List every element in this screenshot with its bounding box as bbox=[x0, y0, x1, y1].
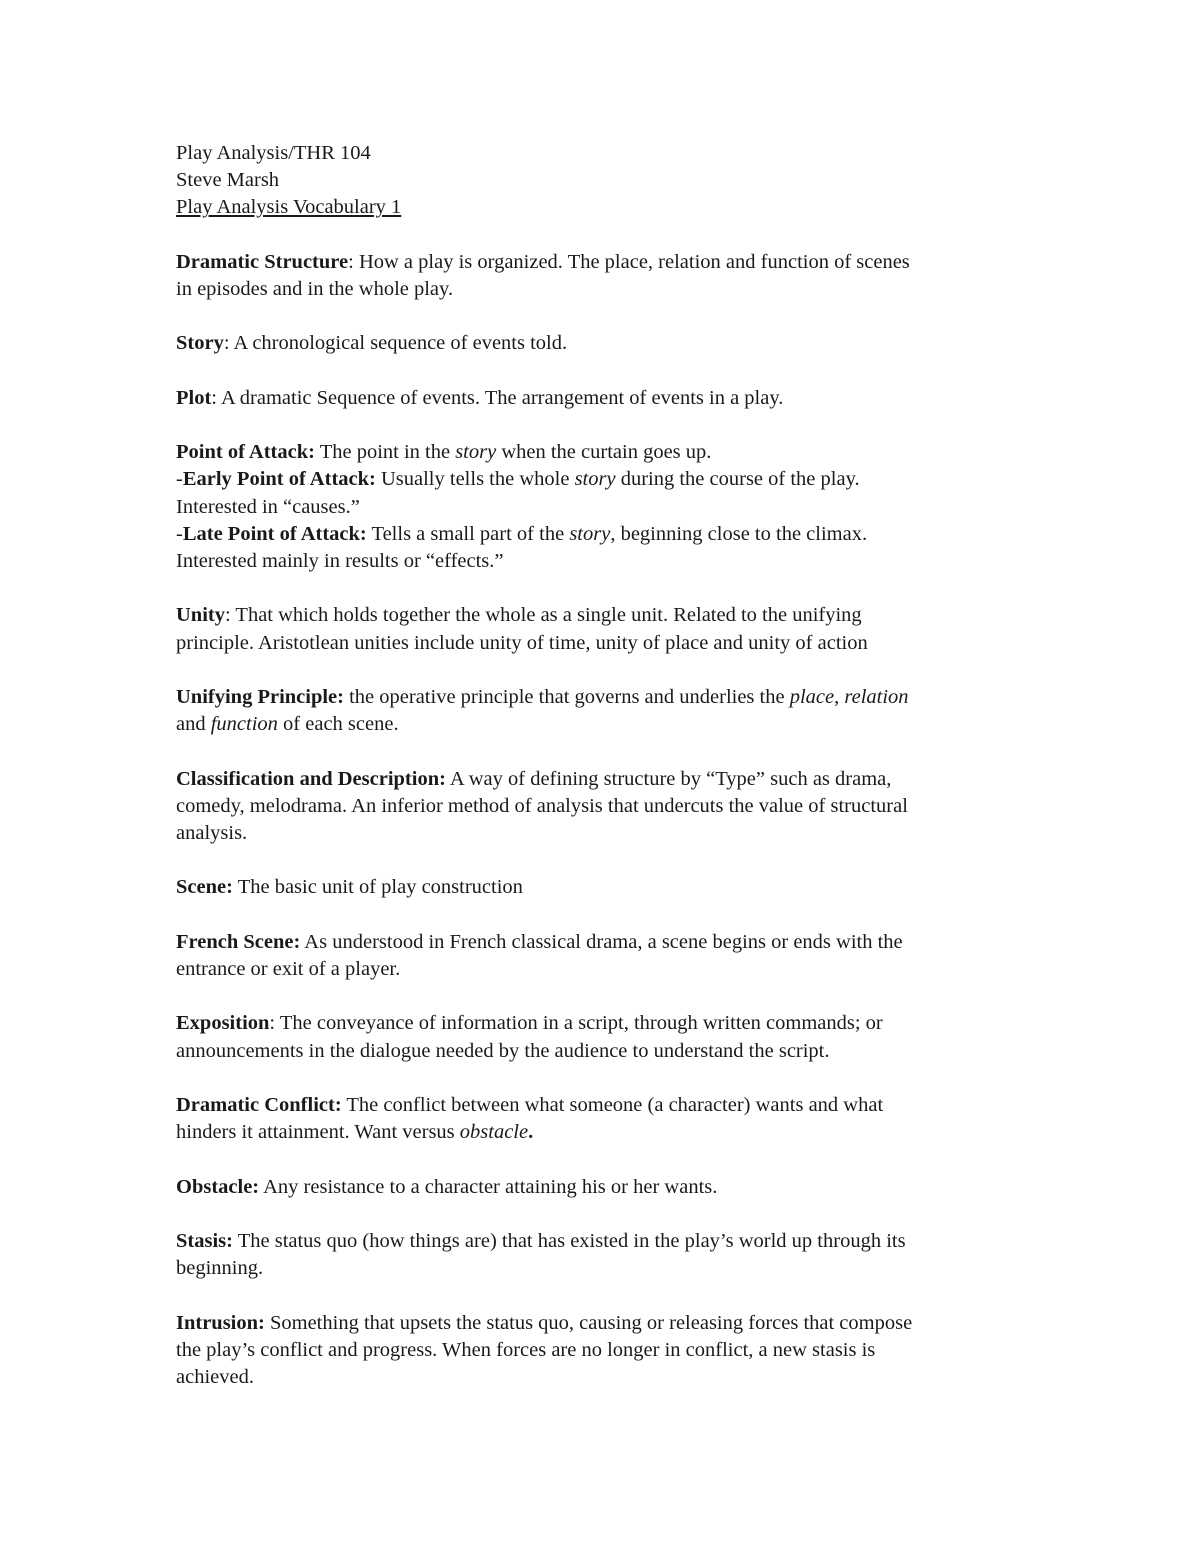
definition-text: announcements in the dialogue needed by the audience to understand the script. bbox=[176, 1039, 830, 1062]
definition-text: entrance or exit of a player. bbox=[176, 957, 401, 980]
definition-text: the play’s conflict and progress. When forces are no longer in conflict, a new stasis is bbox=[176, 1338, 876, 1361]
term-label: Plot bbox=[176, 386, 212, 409]
entry-dramatic-conflict: Dramatic Conflict: The conflict between what someone (a character) wants and what hinders it attainment. Want versus obstacle. bbox=[176, 1093, 884, 1144]
definition-text: Interested in “causes.” bbox=[176, 495, 360, 518]
term-label: Early Point of Attack: bbox=[182, 468, 376, 491]
term-label: Unity bbox=[176, 604, 225, 627]
definition-text: How a play is organized. The place, relation and function of scenes bbox=[353, 250, 910, 273]
term-label: Dramatic Structure bbox=[176, 250, 349, 273]
entry-unity bbox=[176, 602, 1036, 656]
term-label: Scene: bbox=[176, 876, 233, 899]
term-label: Late Point of Attack: bbox=[182, 522, 367, 545]
term-label: Intrusion: bbox=[176, 1311, 265, 1334]
definition-text: comedy, melodrama. An inferior method of analysis that undercuts the value of structural bbox=[176, 794, 908, 817]
term-label: Obstacle: bbox=[176, 1175, 260, 1198]
entry-exposition bbox=[176, 1010, 1036, 1064]
term-label: Story bbox=[176, 332, 224, 355]
term-label: Classification and Description: bbox=[176, 767, 446, 790]
entry-point-of-attack: Point of Attack: The point in the story when the curtain goes up. -Early Point of Attack: Usually tells the whole story during the course of the play. Interested in “causes.” -Late Point of Attack: Tells a small part of the story, beginning close to the climax. Interested mainly in results or “effects.” bbox=[176, 439, 1036, 575]
definition-text: : The conveyance of information in a script, through written commands; or bbox=[269, 1012, 883, 1035]
entry-dramatic-structure: Dramatic Structure: How a play is organized. The place, relation and function of scenes in episodes and in the whole play. bbox=[176, 249, 1036, 303]
entry-scene bbox=[176, 874, 1036, 901]
entry-obstacle bbox=[176, 1174, 1036, 1201]
definition-text: The status quo (how things are) that has existed in the play’s world up through its bbox=[232, 1229, 906, 1252]
definition-text: As understood in French classical drama, a scene begins or ends with the bbox=[300, 930, 903, 953]
instructor-line: Steve Marsh bbox=[176, 169, 280, 192]
definition-text: Something that upsets the status quo, causing or releasing forces that compose bbox=[264, 1311, 913, 1334]
entry-stasis bbox=[176, 1228, 1036, 1282]
definition-text: A way of defining structure by “Type” such as drama, bbox=[445, 767, 892, 790]
term-label: Exposition bbox=[176, 1012, 270, 1035]
entry-late-point-of-attack: -Late Point of Attack: Tells a small part of the story, beginning close to the climax. bbox=[176, 522, 868, 545]
entry-early-point-of-attack: -Early Point of Attack: Usually tells the whole story during the course of the play. bbox=[176, 468, 860, 491]
definition-text: principle. Aristotlean unities include unity of time, unity of place and unity of action bbox=[176, 631, 868, 654]
entry-plot bbox=[176, 385, 1036, 412]
term-label: Unifying Principle: bbox=[176, 685, 344, 708]
definition-text: achieved. bbox=[176, 1365, 254, 1388]
course-line: Play Analysis/THR 104 bbox=[176, 142, 371, 164]
definition-text: : A dramatic Sequence of events. The arrangement of events in a play. bbox=[211, 386, 784, 409]
document-title: Play Analysis Vocabulary 1 bbox=[176, 196, 402, 219]
term-label: Stasis: bbox=[176, 1229, 233, 1252]
entry-story bbox=[176, 330, 1036, 357]
definition-text: : A chronological sequence of events told. bbox=[223, 332, 568, 355]
document-page bbox=[176, 140, 1036, 1391]
definition-text: The conflict between what someone (a character) wants and what bbox=[341, 1093, 884, 1116]
definition-text: Any resistance to a character attaining his or her wants. bbox=[259, 1175, 718, 1198]
term-label: Dramatic Conflict: bbox=[176, 1093, 342, 1116]
definition-text: beginning. bbox=[176, 1257, 264, 1280]
definition-text: : That which holds together the whole as a single unit. Related to the unifying bbox=[224, 604, 862, 627]
definition-text: The basic unit of play construction bbox=[232, 876, 523, 899]
term-label: French Scene: bbox=[176, 930, 301, 953]
definition-text: Interested mainly in results or “effects.” bbox=[176, 549, 504, 572]
entry-classification-and-description bbox=[176, 766, 1036, 848]
entry-unifying-principle: Unifying Principle: the operative principle that governs and underlies the place, relation and function of each scene. bbox=[176, 685, 909, 736]
term-label: Point of Attack: bbox=[176, 441, 315, 464]
definition-text: analysis. bbox=[176, 821, 248, 844]
definition-text: in episodes and in the whole play. bbox=[176, 278, 454, 300]
entry-french-scene bbox=[176, 929, 1036, 983]
entry-intrusion bbox=[176, 1310, 1036, 1392]
